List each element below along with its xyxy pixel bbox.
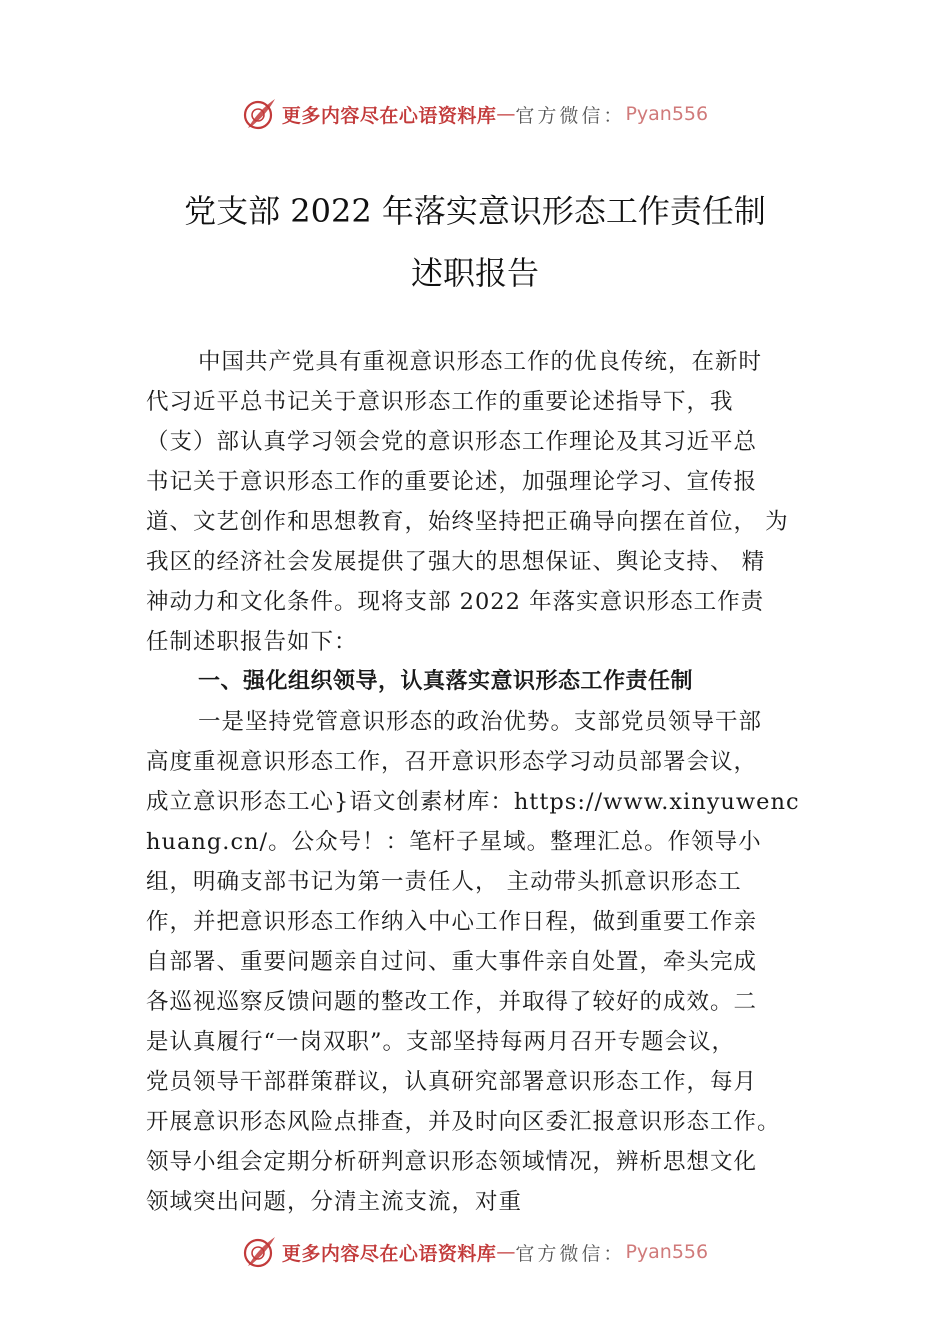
document-title-line-2: 述职报告 — [410, 254, 539, 292]
body-line: 道、文艺创作和思想教育，始终坚持把正确导向摆在首位， 为 — [146, 509, 789, 535]
watermark-wechat-id: Pyan556 — [625, 103, 709, 125]
feather-logo-icon — [242, 96, 278, 132]
body-line: 各巡视巡察反馈问题的整改工作，并取得了较好的成效。二 — [146, 989, 758, 1015]
body-line: 自部署、重要问题亲自过问、重大事件亲自处置，牵头完成 — [146, 949, 758, 975]
body-line: 神动力和文化条件。现将支部 2022 年落实意识形态工作责 — [146, 589, 765, 615]
body-line: 书记关于意识形态工作的重要论述，加强理论学习、宣传报 — [146, 469, 758, 495]
body-line: （支）部认真学习领会党的意识形态工作理论及其习近平总 — [146, 429, 758, 455]
document-title-line-1: 党支部 2022 年落实意识形态工作责任制 — [184, 192, 766, 230]
body-line: 代习近平总书记关于意识形态工作的重要论述指导下，我 — [146, 389, 734, 415]
body-line: 高度重视意识形态工作，召开意识形态学习动员部署会议， — [146, 749, 758, 775]
feather-logo-icon — [242, 1234, 278, 1270]
body-line: 党员领导干部群策群议，认真研究部署意识形态工作，每月 — [146, 1069, 758, 1095]
body-line: 任制述职报告如下： — [146, 629, 358, 655]
watermark-text: 更多内容尽在心语资料库 — [281, 104, 497, 127]
body-line: 我区的经济社会发展提供了强大的思想保证、舆论支持、 精 — [146, 549, 766, 575]
watermark-wechat-label: 官方微信： — [515, 1242, 626, 1265]
document-body — [146, 342, 810, 1222]
watermark-banner-top — [0, 94, 950, 134]
body-line: 一是坚持党管意识形态的政治优势。支部党员领导干部 — [198, 709, 763, 735]
body-line: 领域突出问题，分清主流支流，对重 — [146, 1189, 523, 1215]
body-line: huang.cn/。公众号！：笔杆子星域。整理汇总。作领导小 — [146, 829, 762, 855]
watermark-text: 更多内容尽在心语资料库 — [281, 1242, 497, 1265]
watermark-dash: — — [496, 103, 516, 125]
watermark-banner-bottom — [0, 1232, 950, 1272]
watermark-dash: — — [496, 1241, 516, 1263]
watermark-wechat-id: Pyan556 — [625, 1241, 709, 1263]
watermark-wechat-label: 官方微信： — [515, 104, 626, 127]
section-heading: 一、强化组织领导，认真落实意识形态工作责任制 — [198, 669, 694, 694]
body-line: 组，明确支部书记为第一责任人， 主动带头抓意识形态工 — [146, 869, 742, 895]
body-line: 是认真履行“一岗双职”。支部坚持每两月召开专题会议， — [146, 1029, 736, 1055]
body-line: 开展意识形态风险点排查，并及时向区委汇报意识形态工作。 — [146, 1109, 781, 1135]
body-line: 领导小组会定期分析研判意识形态领域情况，辨析思想文化 — [146, 1149, 758, 1175]
body-line: 中国共产党具有重视意识形态工作的优良传统，在新时 — [198, 349, 763, 375]
body-line: 成立意识形态工心}语文创素材库：https://www.xinyuwenc — [146, 789, 800, 815]
body-line: 作，并把意识形态工作纳入中心工作日程，做到重要工作亲 — [146, 909, 758, 935]
